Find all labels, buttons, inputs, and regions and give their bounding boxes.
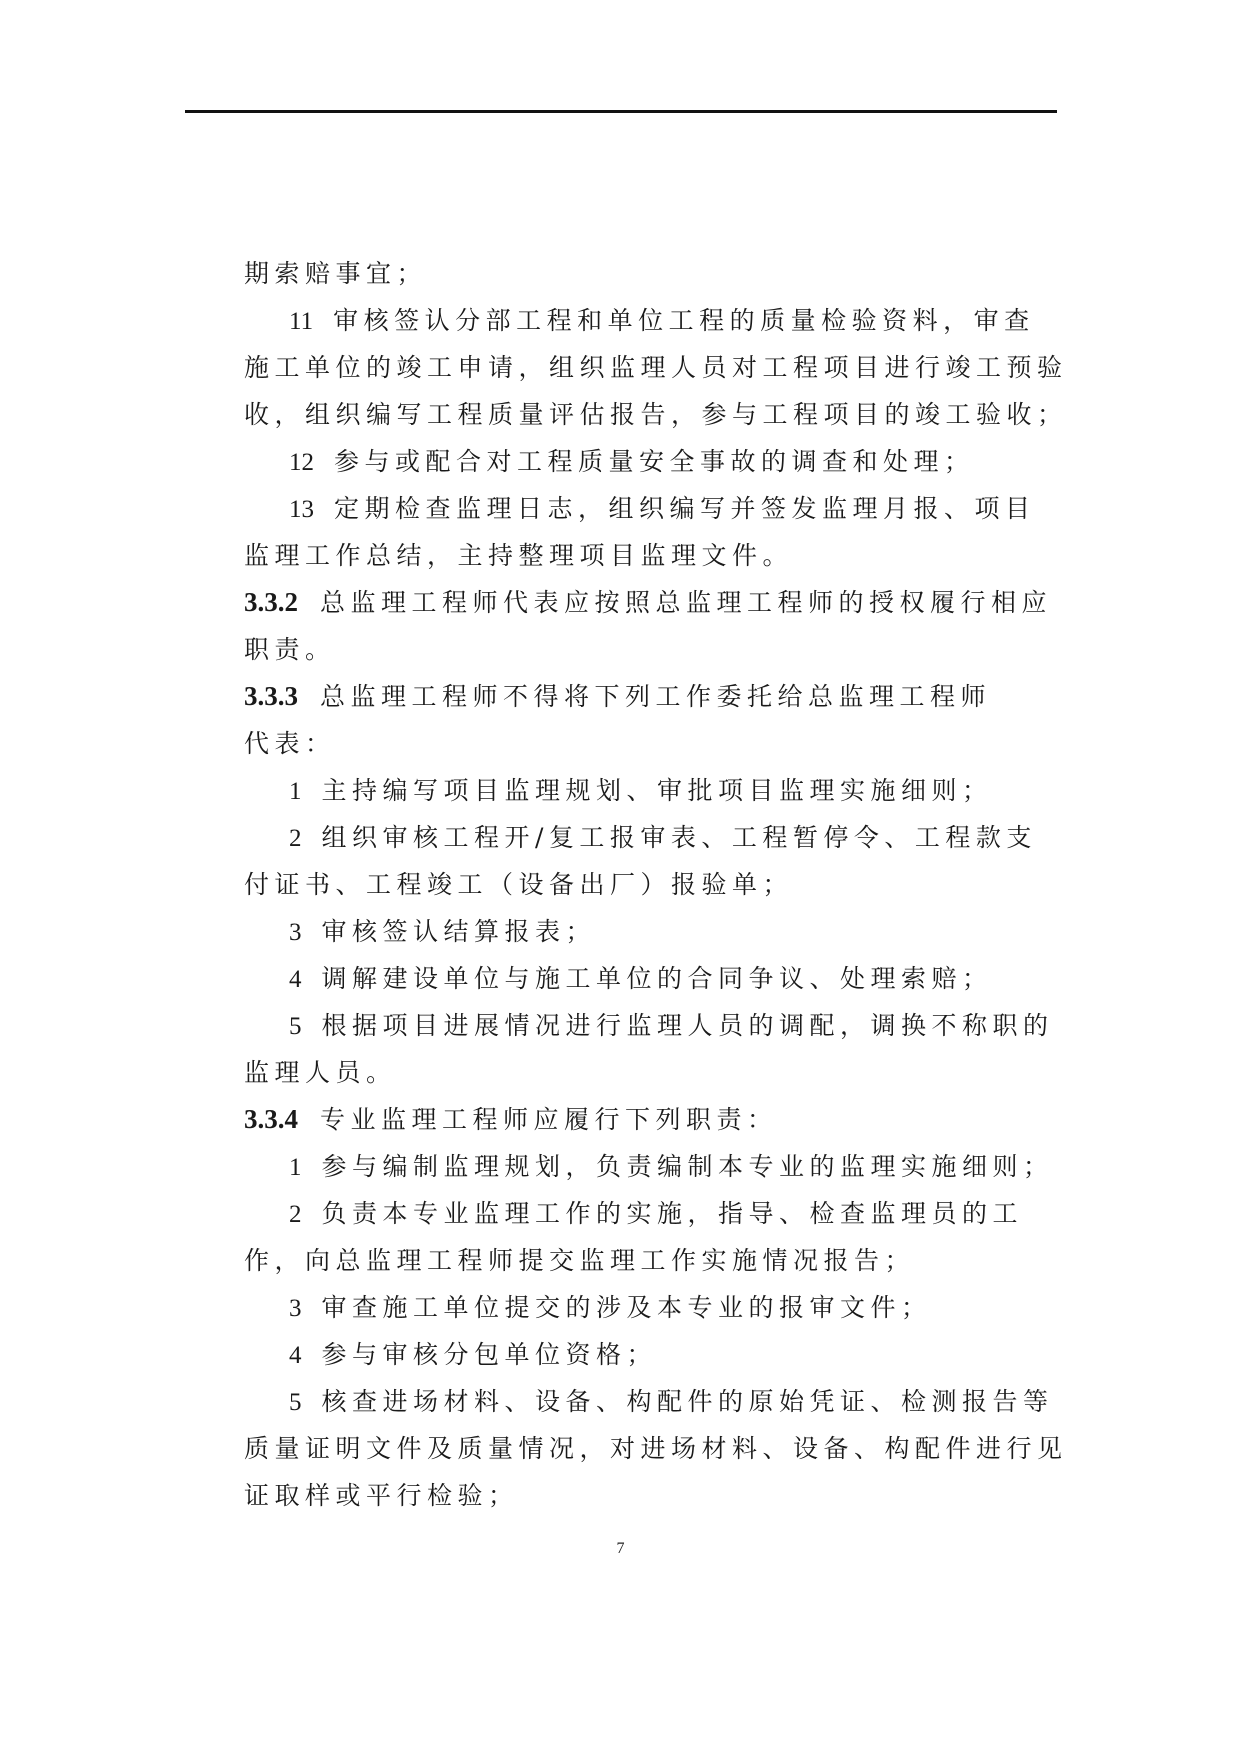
item-number: 11: [289, 308, 314, 335]
item-number: 5: [289, 1013, 302, 1040]
body-text: [244, 250, 1068, 1519]
text-line: [244, 1096, 1004, 1143]
text-line: [244, 532, 1004, 579]
line-text: 主持编写项目监理规划、审批项目监理实施细则；: [321, 776, 993, 805]
line-text: 参与或配合对工程质量安全事故的调查和处理；: [334, 447, 975, 476]
text-line: [244, 1190, 1024, 1237]
line-text: 总监理工程师代表应按照总监理工程师的授权履行相应: [320, 588, 1053, 617]
text-line: [244, 438, 1004, 485]
line-text: 职责。: [244, 635, 336, 664]
line-text: 负责本专业监理工作的实施，指导、检查监理员的工: [321, 1199, 1024, 1228]
line-text: 质量证明文件及质量情况，对进场材料、设备、构配件进行见: [244, 1434, 1068, 1463]
page-number: 7: [616, 1540, 625, 1557]
text-line: [244, 485, 1036, 532]
line-text: 审核签认分部工程和单位工程的质量检验资料，审查: [333, 306, 1035, 335]
text-line: [244, 250, 1004, 297]
item-number: 13: [289, 496, 314, 523]
item-number: 4: [289, 1342, 302, 1369]
text-line: [244, 344, 1068, 391]
line-text: 审查施工单位提交的涉及本专业的报审文件；: [321, 1293, 932, 1322]
text-line: [244, 955, 1004, 1002]
item-number: 2: [289, 825, 302, 852]
line-text: 作，向总监理工程师提交监理工作实施情况报告；: [244, 1246, 916, 1275]
clause-number: 3.3.3: [244, 681, 298, 711]
line-text: 根据项目进展情况进行监理人员的调配，调换不称职的: [321, 1011, 1054, 1040]
text-line: [244, 767, 1004, 814]
line-text: 参与审核分包单位资格；: [321, 1340, 658, 1369]
line-text: 定期检查监理日志，组织编写并签发监理月报、项目: [334, 494, 1036, 523]
item-number: 3: [289, 1295, 302, 1322]
text-line: [244, 391, 1068, 438]
text-line: [244, 297, 1035, 344]
line-text: 施工单位的竣工申请，组织监理人员对工程项目进行竣工预验: [244, 353, 1068, 382]
line-text: 收，组织编写工程质量评估报告，参与工程项目的竣工验收；: [244, 400, 1068, 429]
line-text: 代表：: [244, 729, 336, 758]
text-line: [244, 814, 1037, 861]
line-text: 审核签认结算报表；: [321, 917, 597, 946]
line-text: 组织审核工程开/复工报审表、工程暂停令、工程款支: [321, 823, 1037, 852]
text-line: [244, 1143, 1054, 1190]
text-line: [244, 1237, 1004, 1284]
text-line: [244, 1049, 1004, 1096]
text-line: [244, 626, 1004, 673]
line-text: 总监理工程师不得将下列工作委托给总监理工程师: [320, 682, 992, 711]
line-text: 付证书、工程竣工（设备出厂）报验单；: [244, 870, 794, 899]
text-line: [244, 1378, 1054, 1425]
item-number: 1: [289, 778, 302, 805]
line-text: 期索赔事宜；: [244, 259, 428, 288]
text-line: [244, 908, 1004, 955]
text-line: [244, 861, 1004, 908]
text-line: [244, 1472, 1004, 1519]
text-line: [244, 720, 1004, 767]
text-line: [244, 579, 1053, 626]
line-text: 参与编制监理规划，负责编制本专业的监理实施细则；: [321, 1152, 1054, 1181]
item-number: 5: [289, 1389, 302, 1416]
item-number: 2: [289, 1201, 302, 1228]
clause-number: 3.3.2: [244, 587, 298, 617]
clause-number: 3.3.4: [244, 1104, 298, 1134]
line-text: 监理人员。: [244, 1058, 397, 1087]
item-number: 3: [289, 919, 302, 946]
text-line: [244, 1284, 1004, 1331]
item-number: 4: [289, 966, 302, 993]
line-text: 专业监理工程师应履行下列职责：: [320, 1105, 778, 1134]
line-text: 证取样或平行检验；: [244, 1481, 519, 1510]
text-line: [244, 673, 1004, 720]
line-text: 调解建设单位与施工单位的合同争议、处理索赔；: [321, 964, 993, 993]
line-text: 监理工作总结，主持整理项目监理文件。: [244, 541, 794, 570]
header-rule: [185, 110, 1057, 113]
text-line: [244, 1425, 1068, 1472]
item-number: 1: [289, 1154, 302, 1181]
item-number: 12: [289, 449, 314, 476]
text-line: [244, 1002, 1054, 1049]
text-line: [244, 1331, 1004, 1378]
line-text: 核查进场材料、设备、构配件的原始凭证、检测报告等: [321, 1387, 1054, 1416]
